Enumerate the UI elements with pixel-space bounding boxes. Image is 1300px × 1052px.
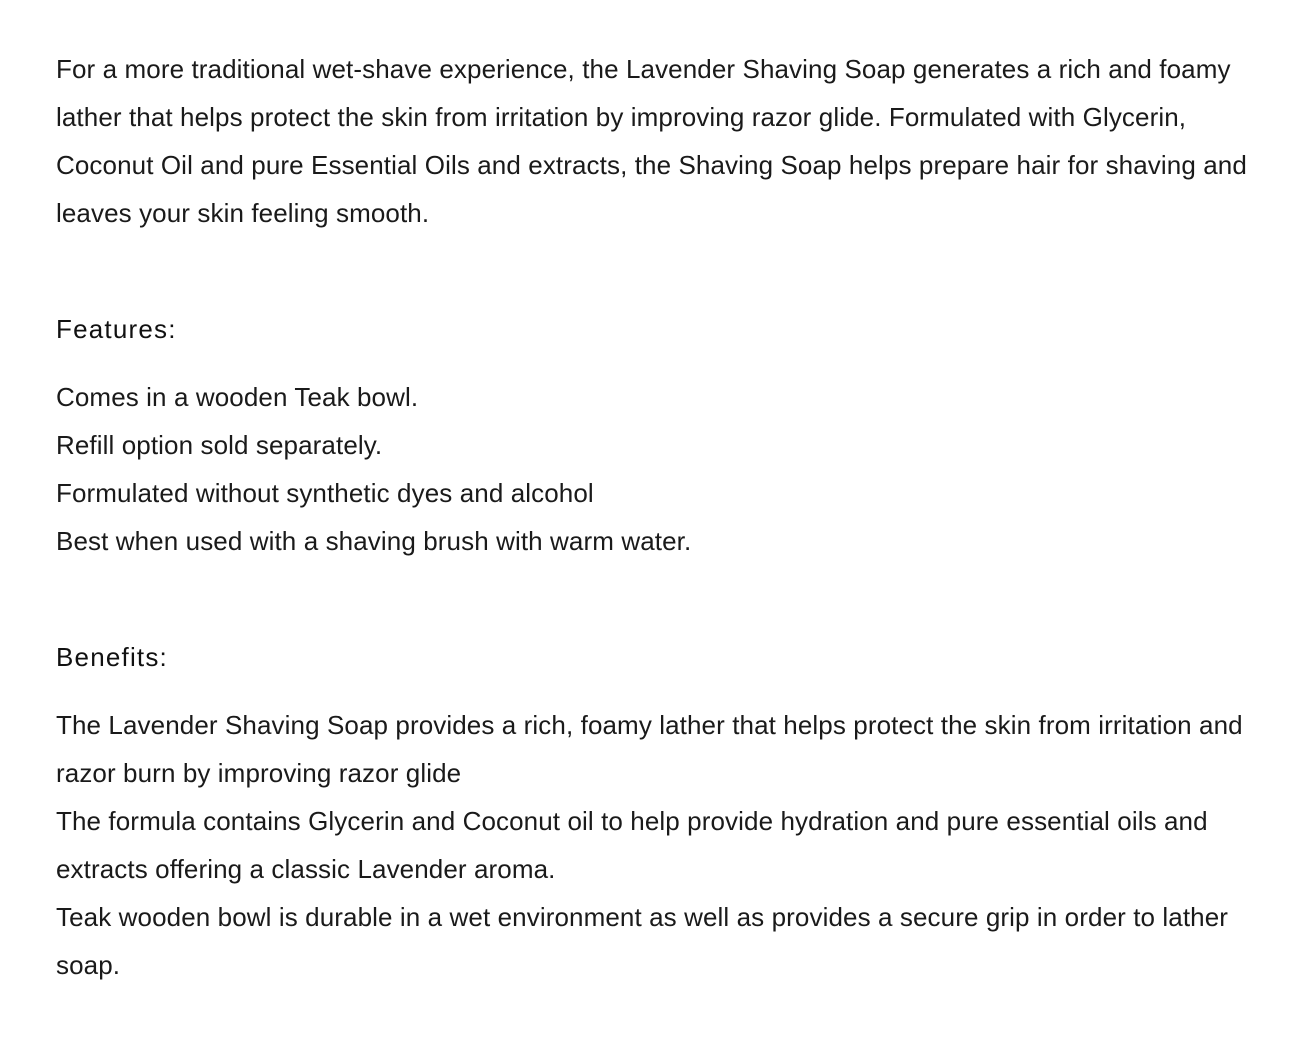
product-description bbox=[56, 45, 1256, 989]
features-heading: Features: bbox=[56, 314, 177, 344]
features-list bbox=[56, 373, 1256, 565]
benefit-item: The Lavender Shaving Soap provides a rich, foamy lather that helps protect the skin from irritation and razor burn by improving razor glide bbox=[56, 710, 1243, 788]
feature-item: Best when used with a shaving brush with warm water. bbox=[56, 526, 692, 556]
feature-item: Comes in a wooden Teak bowl. bbox=[56, 382, 419, 412]
feature-item: Refill option sold separately. bbox=[56, 430, 383, 460]
benefits-heading: Benefits: bbox=[56, 642, 168, 672]
benefits-list bbox=[56, 701, 1256, 989]
intro-paragraph: For a more traditional wet-shave experience, the Lavender Shaving Soap generates a rich and foamy lather that helps protect the skin from irritation by improving razor glide. Formulated with Glycerin, Coconut Oil and pure Essential Oils and extracts, the Shaving Soap helps prepare hair for shaving and leaves your skin feeling smooth. bbox=[56, 54, 1247, 228]
benefit-item: Teak wooden bowl is durable in a wet environment as well as provides a secure grip in order to lather soap. bbox=[56, 902, 1229, 980]
benefit-item: The formula contains Glycerin and Coconut oil to help provide hydration and pure essential oils and extracts offering a classic Lavender aroma. bbox=[56, 806, 1208, 884]
feature-item: Formulated without synthetic dyes and alcohol bbox=[56, 478, 594, 508]
